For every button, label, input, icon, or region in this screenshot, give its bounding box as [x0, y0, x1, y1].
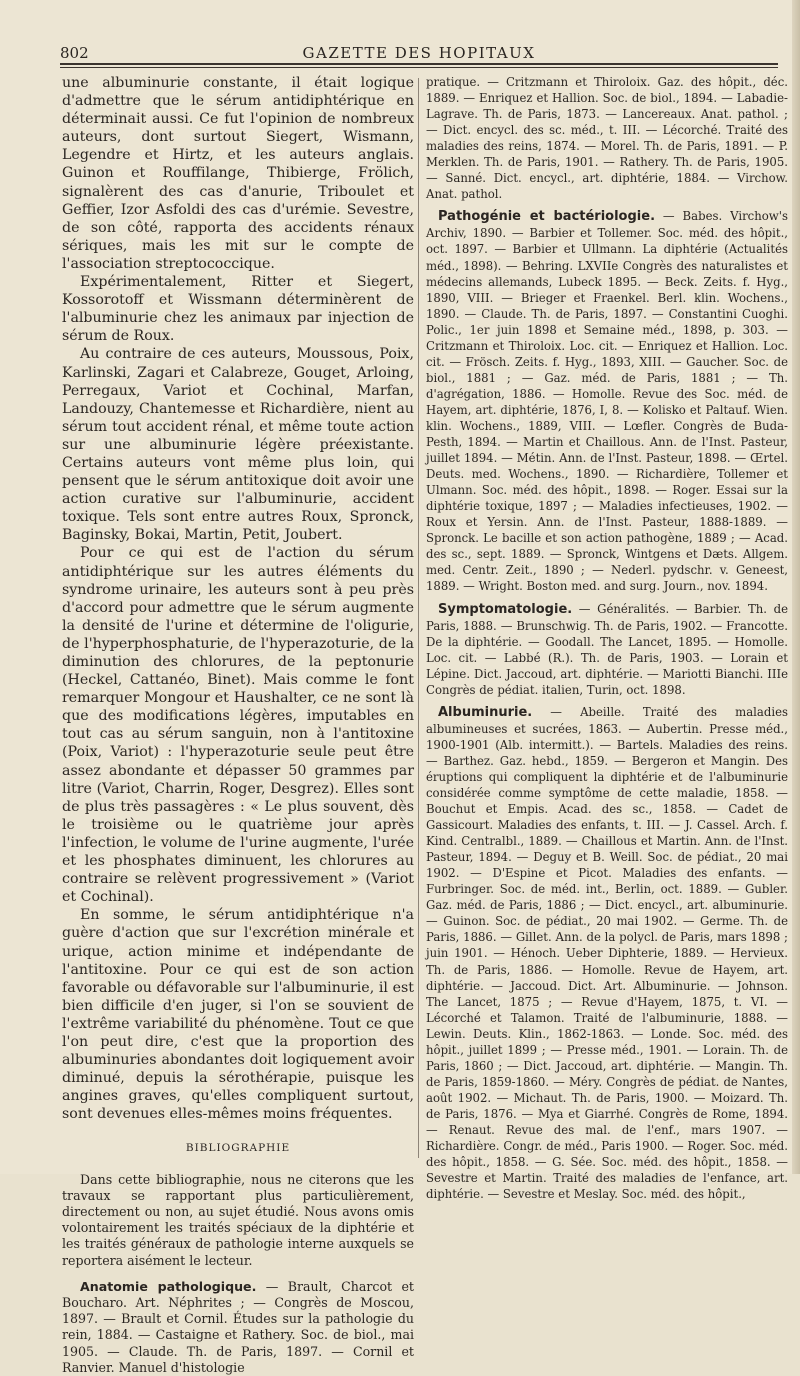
paragraph: Au contraire de ces auteurs, Moussous, Poix, Karlinski, Zagari et Calabreze, Gouget, Arloing, Perregaux, Variot et Cochinal, Marfan, Landouzy, Chantemesse et Richardière, nient au sérum tout accident rénal, et même toute action sur une albuminurie légère préexistante. Certains auteurs vont même plus loin, qui pensent que le sérum antitoxique doit avoir une action curative sur l'albuminurie, accident toxique. Tels sont entre autres Roux, Spronck, Baginsky, Bokai, Martin, Petit, Joubert. — [62, 346, 414, 544]
section-text: — Babes. Virchow's Archiv, 1890. — Barbier et Tollemer. Soc. méd. des hôpit., oct. 1897. — Barbier et Ullmann. La diphtérie (Actualités méd., 1898). — Behring. LXVIIe Congrès des naturalistes et médecins allemands, Lubeck 1895. — Beck. Zeits. f. Hyg., 1890, VIII. — Brieger et Fraenkel. Berl. klin. Wochens., 1890. — Claude. Th. de Paris, 1897. — Constantini Cuoghi. Polic., 1er juin 1898 et Semaine méd., 1898, p. 303. — Critzmann et Thiroloix. Loc. cit. — Enriquez et Hallion. Loc. cit. — Frösch. Zeits. f. Hyg., 1893, XIII. — Gaucher. Soc. de biol., 1881 ; — Gaz. méd. de Paris, 1881 ; — Th. d'agrégation, 1886. — Homolle. Revue des Soc. méd. de Hayem, art. diphtérie, 1876, I, 8. — Kolisko et Paltauf. Wien. klin. Wochens., 1889, VIII. — Lœfler. Congrès de Buda-Pesth, 1894. — Martin et Chaillous. Ann. de l'Inst. Pasteur, juillet 1894. — Métin. Ann. de l'Inst. Pasteur, 1898. — Œrtel. Deuts. med. Wochens., 1890. — Richardière, Tollemer et Ulmann. Soc. méd. des hôpit., 1898. — Roger. Essai sur la diphtérie toxique, 1897 ; — Maladies infectieuses, 1902. — Roux et Yersin. Ann. de l'Inst. Pasteur, 1888-1889. — Spronck. Le bacille et son action pathogène, 1889 ; — Acad. des sc., sept. 1889. — Spronck, Wintgens et Dæts. Allgem. med. Centr. Zeit., 1890 ; — Nederl. pydschr. v. Geneest, 1889. — Wright. Boston med. and surg. Journ., nov. 1894. — [426, 209, 789, 594]
section-heading: Pathogénie et bactériologie. — [438, 209, 656, 225]
header-rule — [60, 63, 778, 65]
section-heading: Symptomatologie. — [438, 601, 573, 617]
running-title: GAZETTE DES HOPITAUX — [302, 44, 536, 62]
page-edge — [792, 0, 800, 1174]
bibliography-heading: BIBLIOGRAPHIE — [185, 1142, 291, 1155]
paragraph: Expérimentalement, Ritter et Siegert, Kossorotoff et Wissmann déterminèrent de l'albuminurie chez les animaux par injection de sérum de Roux. — [62, 274, 414, 345]
header-rule-thin — [60, 67, 778, 68]
page-header — [60, 30, 778, 62]
bibliography-continuation: pratique. — Critzmann et Thiroloix. Gaz. des hôpit., déc. 1889. — Enriquez et Hallion. Soc. de biol., 1894. — Labadie-Lagrave. Th. de Paris, 1873. — Lancereaux. Anat. pathol. ; — Dict. encycl. des sc. méd., t. III. — Lécorché. Traité des maladies des reins, 1874. — Morel. Th. de Paris, 1891. — P. Merklen. Th. de Paris, 1901. — Rathery. Th. de Paris, 1905. — Sanné. Dict. encycl., art. diphtérie, 1884. — Virchow. Anat. pathol. — [426, 75, 788, 202]
section-text: — Abeille. Traité des maladies albumineuses et sucrées, 1863. — Aubertin. Presse méd., 1900-1901 (Alb. intermitt.). — Bartels. Maladies des reins. — Barthez. Gaz. hebd., 1859. — Bergeron et Mangin. Des éruptions qui compliquent la diphtérie et de l'albuminurie considérée comme symptôme de cette maladie, 1858. — Bouchut et Empis. Acad. des sc., 1858. — Cadet de Gassicourt. Maladies des enfants, t. III. — J. Cassel. Arch. f. Kind. Centralbl., 1889. — Chaillous et Martin. Ann. de l'Inst. Pasteur, 1894. — Deguy et B. Weill. Soc. de pédiat., 20 mai 1902. — D'Espine et Picot. Maladies des enfants. — Furbringer. Soc. de méd. int., Berlin, oct. 1889. — Gubler. Gaz. méd. de Paris, 1886 ; — Dict. encycl., art. albuminurie. — Guinon. Soc. de pédiat., 20 mai 1902. — Germe. Th. de Paris, 1886. — Gillet. Ann. de la polycl. de Paris, mars 1898 ; juin 1901. — Hénoch. Ueber Diphterie, 1889. — Hervieux. Th. de Paris, 1886. — Homolle. Revue de Hayem, art. diphtérie. — Jaccoud. Dict. Art. Albuminurie. — Johnson. The Lancet, 1875 ; — Revue d'Hayem, 1875, t. VI. — Lécorché et Talamon. Traité de l'albuminurie, 1888. — Lewin. Deuts. Klin., 1862-1863. — Londe. Soc. méd. des hôpit., juillet 1899 ; — Presse méd., 1901. — Lorain. Th. de Paris, 1860 ; — Dict. Jaccoud, art. diphtérie. — Mangin. Th. de Paris, 1859-1860. — Méry. Congrès de pédiat. de Nantes, août 1902. — Michaut. Th. de Paris, 1900. — Moizard. Th. de Paris, 1876. — Mya et Giarrhé. Congrès de Rome, 1894. — Renaut. Revue des mal. de l'enf., mars 1907. — Richardière. Congr. de méd., Paris 1900. — Roger. Soc. méd. des hôpit., 1858. — G. Sée. Soc. méd. des hôpit., 1858. — Sevestre et Martin. Traité des maladies de l'enfance, art. diphtérie. — Sevestre et Meslay. Soc. méd. des hôpit., — [426, 704, 788, 1202]
paragraph: Pour ce qui est de l'action du sérum antidiphtérique sur les autres éléments du syndrome urinaire, les auteurs sont à peu près d'accord pour admettre que le sérum augmente la densité de l'urine et détermine de l'oligurie, de l'hyperphosphaturie, de l'hyperazoturie, de la diminution des chlorures, de la peptonurie (Heckel, Cattanéo, Binet). Mais comme le font remarquer Mongour et Haushalter, ce ne sont là que des modifications légères, imputables en tout cas au sérum sanguin, non à l'antitoxine (Poix, Variot) : l'hyperazoturie seule peut être assez abondante et dépasser 50 grammes par litre (Variot, Charrin, Roger, Desgrez). Elles sont de plus très passagères : « Le plus souvent, dès le troisième ou le quatrième jour après l'infection, le volume de l'urine augmente, l'urée et les phosphates diminuent, les chlorures au contraire se relèvent progressivement » (Variot et Cochinal). — [62, 545, 414, 906]
bibliography-section — [426, 601, 788, 698]
bibliography-section — [62, 1279, 414, 1376]
left-column — [62, 74, 414, 1376]
bibliography-section — [426, 208, 788, 594]
paragraph: une albuminurie constante, il était logique d'admettre que le sérum antidiphtérique en déterminait aussi. Ce fut l'opinion de nombreux auteurs, dont surtout Siegert, Wismann, Legendre et Hirtz, et les auteurs anglais. Guinon et Rouffilange, Thibierge, Frölich, signalèrent des cas d'anurie, Triboulet et Geffier, Izor Asfoldi des cas d'urémie. Sevestre, de son côté, rapporta des accidents rénaux sériques, mais les mit sur le compte de l'association streptococcique. — [62, 75, 414, 272]
section-heading: Anatomie pathologique. — [80, 1278, 257, 1294]
section-heading: Albuminurie. — [438, 704, 533, 720]
bibliography-intro: Dans cette bibliographie, nous ne citerons que les travaux se rapportant plus particulièrement, directement ou non, au sujet étudié. Nous avons omis volontairement les traités spéciaux de la diphtérie et les traités généraux de pathologie interne auxquels se reportera aisément le lecteur. — [62, 1171, 414, 1268]
right-column — [426, 74, 788, 1202]
section-text: — Généralités. — Barbier. Th. de Paris, 1888. — Brunschwig. Th. de Paris, 1902. — Francotte. De la diphtérie. — Goodall. The Lancet, 1895. — Homolle. Loc. cit. — Labbé (R.). Th. de Paris, 1903. — Lorain et Lépine. Dict. Jaccoud, art. diphtérie. — Mariotti Bianchi. IIIe Congrès de pédiat. italien, Turin, oct. 1898. — [426, 601, 788, 697]
page-number: 802 — [60, 44, 89, 62]
bibliography-section — [426, 704, 788, 1202]
paragraph: En somme, le sérum antidiphtérique n'a guère d'action que sur l'excrétion minérale et urique, action minime et indépendante de l'antitoxine. Pour ce qui est de son action favorable ou défavorable sur l'albuminurie, il est bien difficile d'en juger, si l'on se souvient de l'extrême variabilité du phénomène. Tout ce que l'on peut dire, c'est que la proportion des albuminuries abondantes doit logiquement avoir diminué, depuis la sérothérapie, puisque les angines graves, qu'elles compliquent surtout, sont devenues elles-mêmes moins fréquentes. — [62, 907, 414, 1123]
section-text: — Brault, Charcot et Boucharo. Art. Néphrites ; — Congrès de Moscou, 1897. — Brault et Cornil. Études sur la pathologie du rein, 1884. — Castaigne et Rathery. Soc. de biol., mai 1905. — Claude. Th. de Paris, 1897. — Cornil et Ranvier. Manuel d'histologie — [62, 1278, 414, 1375]
column-divider — [418, 78, 419, 1158]
